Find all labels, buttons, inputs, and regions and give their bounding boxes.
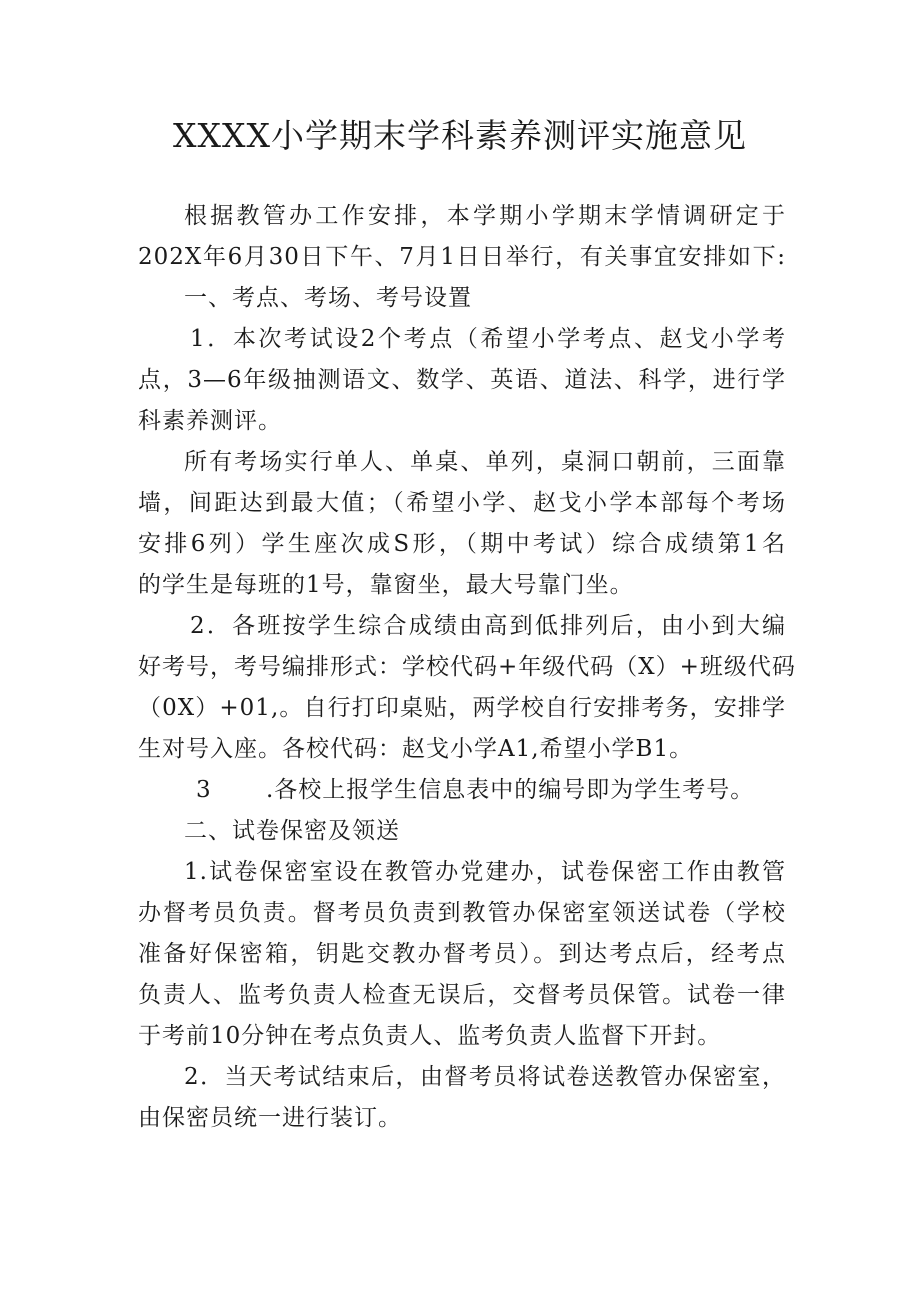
section-heading: 一、考点、考场、考号设置	[184, 285, 472, 311]
paragraph-line: 根据教管办工作安排，本学期小学期末学情调研定于	[184, 203, 786, 229]
paragraph-line: 负责人、监考负责人检查无误后，交督考员保管。试卷一律	[138, 982, 786, 1008]
paragraph-line: 202X年6月30日下午、7月1日日举行，有关事宜安排如下:	[138, 244, 786, 270]
paragraph-line: 1.试卷保密室设在教管办党建办，试卷保密工作由教管	[184, 859, 786, 885]
document-body	[138, 196, 796, 1139]
paragraph-line: 点，3—6年级抽测语文、数学、英语、道法、科学，进行学	[138, 367, 786, 393]
paragraph-line: 墙，间距达到最大值；（希望小学、赵戈小学本部每个考场	[138, 490, 786, 516]
list-item	[138, 770, 786, 811]
paragraph-line: （0X）+01,。自行打印桌贴，两学校自行安排考务，安排学	[138, 695, 786, 721]
paragraph-line: 1．本次考试设2个考点（希望小学考点、赵戈小学考	[190, 326, 786, 352]
paragraph-line: 于考前10分钟在考点负责人、监考负责人监督下开封。	[138, 1023, 722, 1049]
paragraph-line: 好考号，考号编排形式：学校代码+年级代码（X）+班级代码	[138, 654, 796, 680]
document-title: XXXX小学期末学科素养测评实施意见	[173, 116, 747, 155]
paragraph-line: 安排6列）学生座次成S形，（期中考试）综合成绩第1名	[138, 531, 786, 557]
list-item-number: 3	[196, 777, 212, 803]
paragraph-line: 准备好保密箱，钥匙交教办督考员）。到达考点后，经考点	[138, 941, 786, 967]
paragraph-line: 科素养测评。	[138, 408, 282, 434]
list-item-text: .各校上报学生信息表中的编号即为学生考号。	[266, 777, 755, 803]
paragraph-line: 办督考员负责。督考员负责到教管办保密室领送试卷（学校	[138, 900, 786, 926]
paragraph-line: 所有考场实行单人、单桌、单列，桌洞口朝前，三面靠	[184, 449, 786, 475]
paragraph-line: 生对号入座。各校代码：赵戈小学A1,希望小学B1。	[138, 736, 694, 762]
paragraph-line: 2．当天考试结束后，由督考员将试卷送教管办保密室，	[184, 1064, 786, 1090]
paragraph-line: 由保密员统一进行装订。	[138, 1105, 402, 1131]
section-heading: 二、试卷保密及领送	[184, 818, 400, 844]
paragraph-line: 2．各班按学生综合成绩由高到低排列后，由小到大编	[190, 613, 786, 639]
paragraph-line: 的学生是每班的1号，靠窗坐，最大号靠门坐。	[138, 572, 634, 598]
